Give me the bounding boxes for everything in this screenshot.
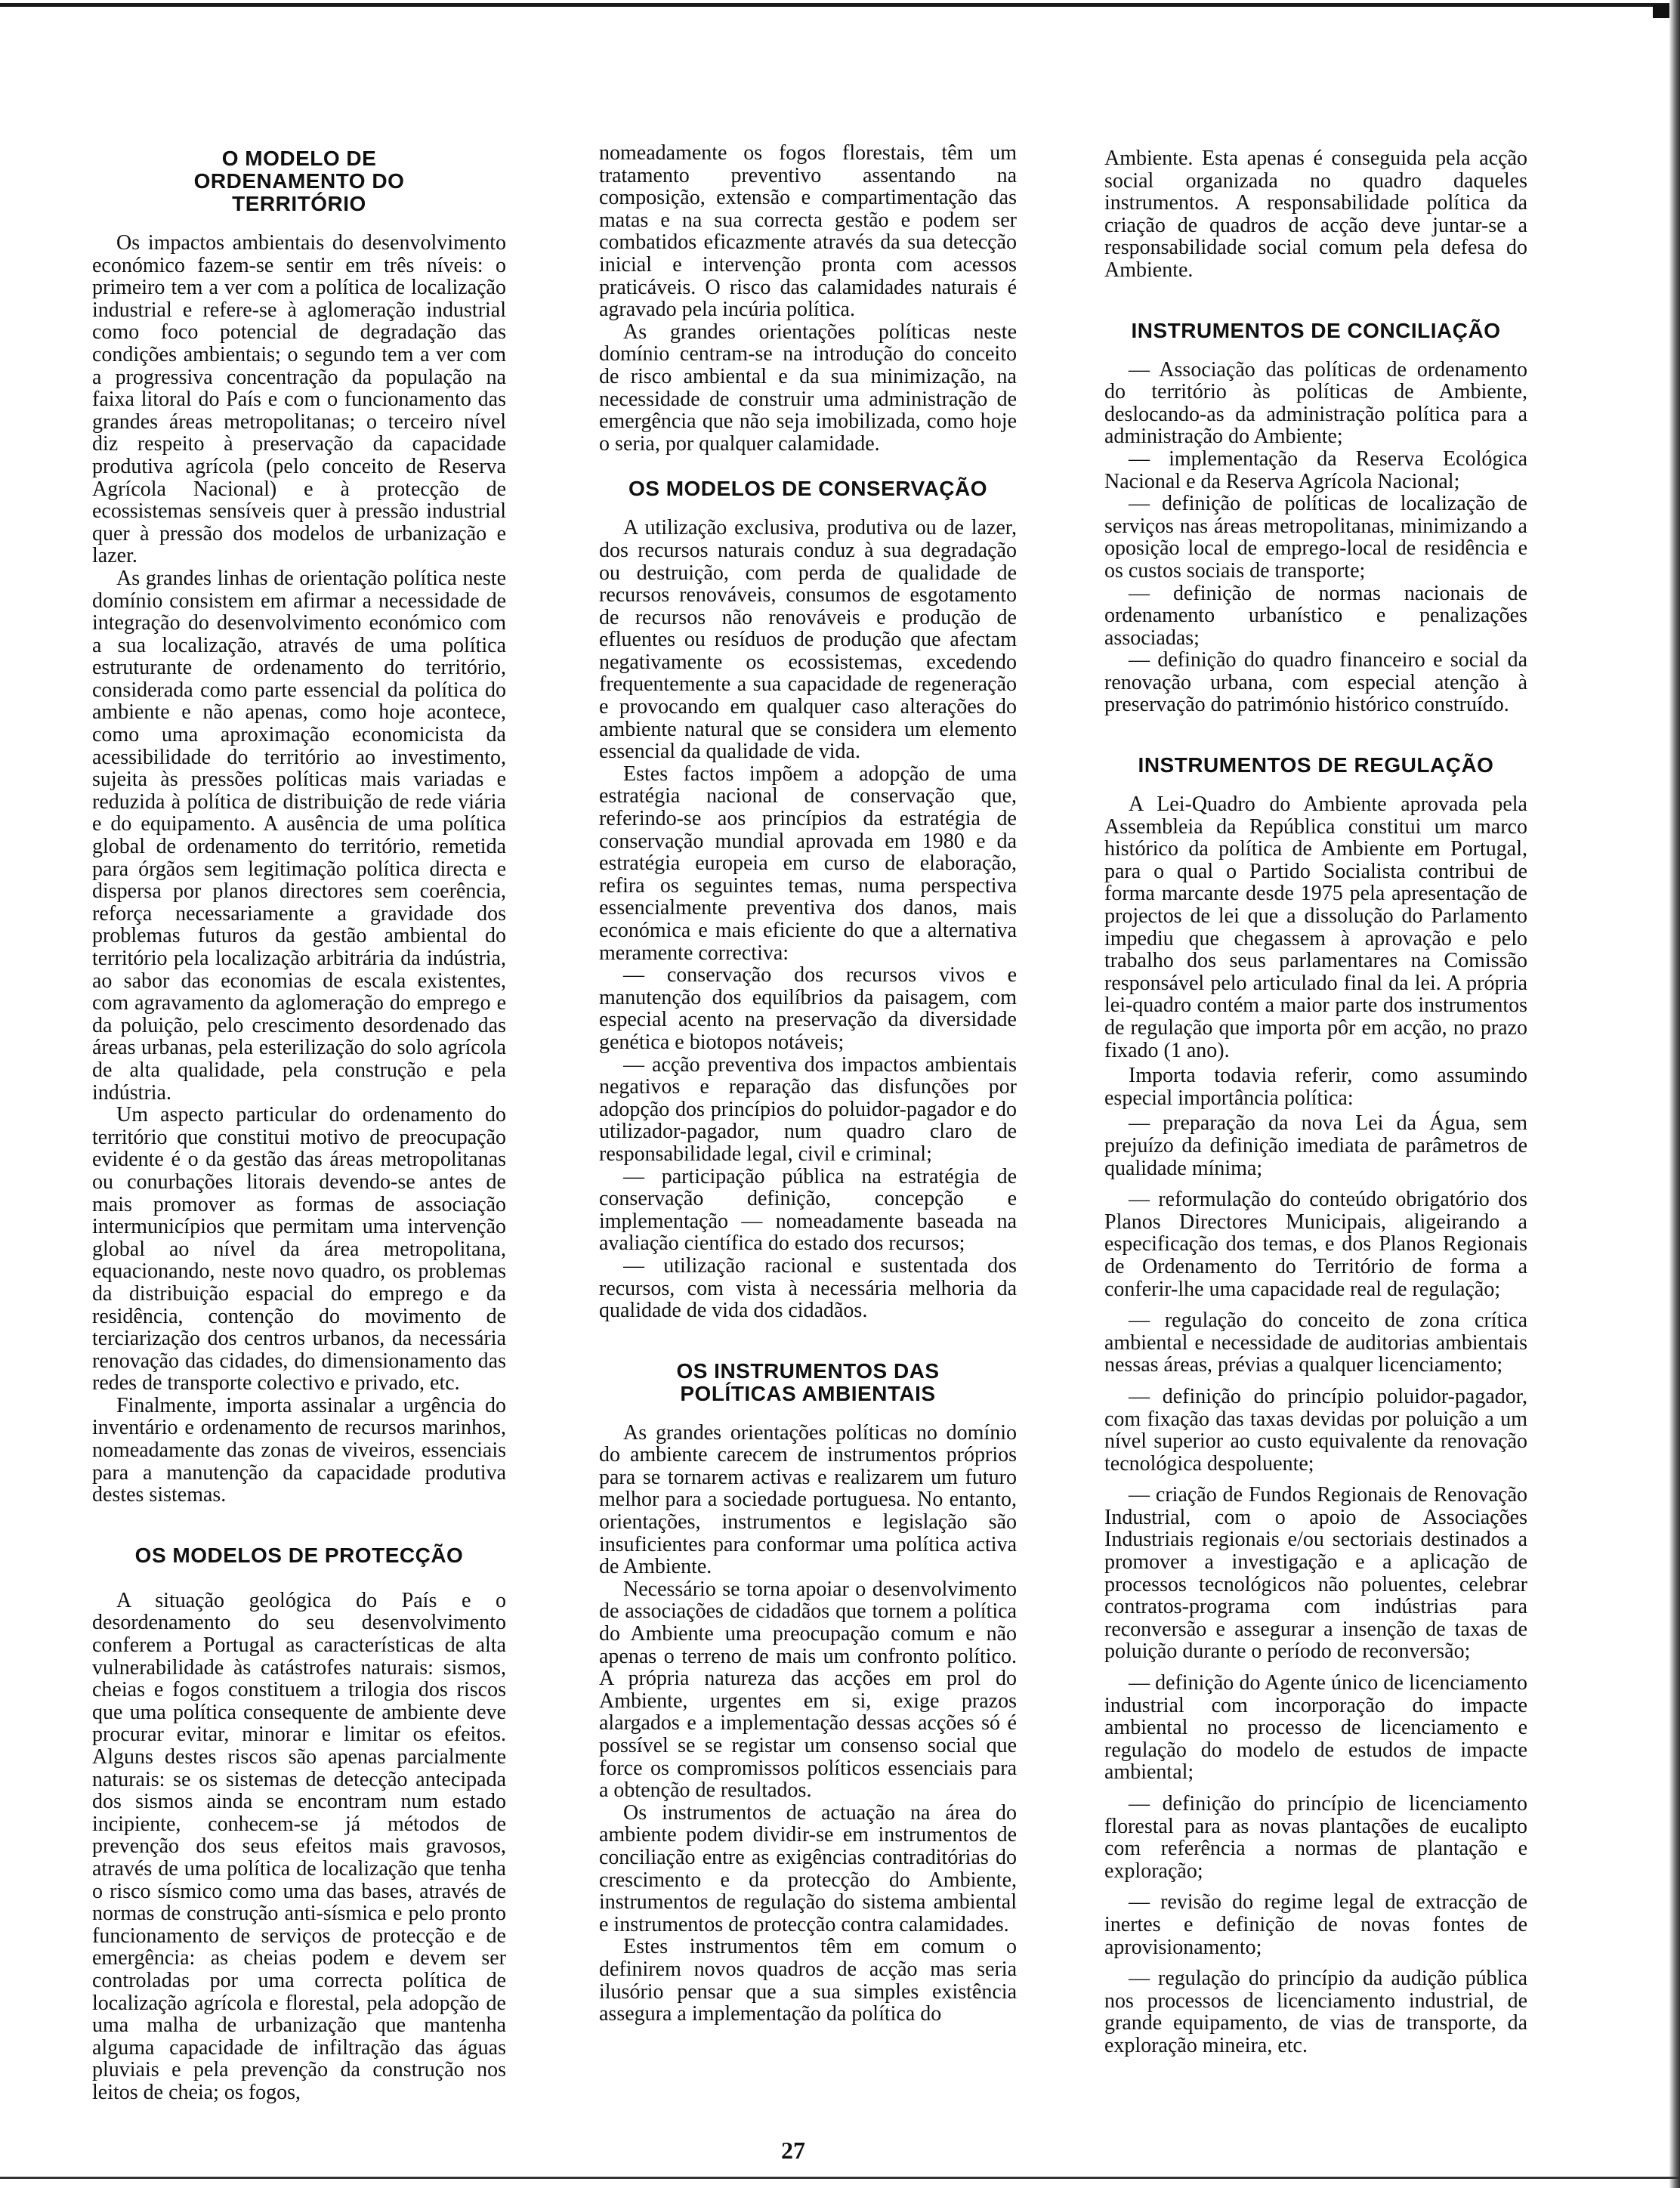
section-heading: OS MODELOS DE CONSERVAÇÃO <box>628 477 988 501</box>
paragraph: Importa todavia referir, como assumindo especial importância política: <box>1104 1064 1527 1110</box>
list-item: — preparação da nova Lei da Água, sem prejuízo da definição imediata de parâmetros de qualidade mínima; <box>1104 1111 1527 1180</box>
section-heading: INSTRUMENTOS DE CONCILIAÇÃO <box>1131 318 1501 342</box>
paragraph: As grandes orientações políticas no domínio do ambiente carecem de instrumentos próprios para se tornarem activas e realizarem um futuro melhor para a sociedade portuguesa. No entanto, orientações, instrumentos e legislação são insuficientes para conformar uma política activa de Ambiente. <box>599 1420 1017 1579</box>
list-item: — regulação do princípio da audição pública nos processos de licenciamento industrial, de grande equipamento, de vias de transporte, da exploração mineira, etc. <box>1104 1967 1527 2057</box>
paragraph: nomeadamente os fogos florestais, têm um tratamento preventivo assentando na composição, extensão e compartimentação das matas e na sua correcta gestão e podem ser combatidos eficazmente através da sua detecção inicial e intervenção pronta com acessos praticáveis. O risco das calamidades naturais é agravado pela incúria política. <box>599 141 1017 322</box>
paragraph: A utilização exclusiva, produtiva ou de lazer, dos recursos naturais conduz à sua degradação ou destruição, com perda de qualidade de recursos renováveis, consumos de esgotamento de recursos não renováveis e produção de efluentes ou resíduos de produção que afectam negativamente os ecossistemas, excedendo frequentemente a sua capacidade de regeneração e provocando em qualquer caso alterações do ambiente natural que se considera um elemento essencial da qualidade de vida. <box>599 516 1017 764</box>
column-2 <box>599 142 1017 2026</box>
paragraph: Um aspecto particular do ordenamento do território que constitui motivo de preocupação evidente é o da gestão das áreas metropolitanas ou conurbações litorais devendo-se antes de mais promover as formas de associação intermunicípios que permitam uma intervenção global ao nível da área metropolitana, equacionando, neste novo quadro, os problemas da distribuição espacial do emprego e da residência, contenção do movimento de terciarização dos centros urbanos, da necessária renovação das cidades, do dimensionamento das redes de transporte colectivo e privado, etc. <box>92 1103 506 1395</box>
list-item: — regulação do conceito de zona crítica ambiental e necessidade de auditorias ambientais nessas áreas, prévias a qualquer licenciamento; <box>1104 1309 1527 1377</box>
list-item: — definição do princípio poluidor-pagador, com fixação das taxas devidas por poluição a um nível superior ao custo equivalente da renovação tecnológica despoluente; <box>1104 1384 1527 1476</box>
list-item: — definição de normas nacionais de ordenamento urbanístico e penalizações associadas; <box>1104 581 1527 650</box>
paragraph: Estes instrumentos têm em comum o definirem novos quadros de acção mas seria ilusório pensar que a sua simples existência assegura a implementação da política do <box>599 1935 1017 2026</box>
list-item: — definição do quadro financeiro e social da renovação urbana, com especial atenção à preservação do património histórico construído. <box>1104 648 1527 717</box>
list-item: — utilização racional e sustentada dos recursos, com vista à necessária melhoria da qualidade de vida dos cidadãos. <box>599 1253 1017 1323</box>
column-1 <box>92 147 506 2104</box>
paragraph: Ambiente. Esta apenas é conseguida pela acção social organizada no quadro daqueles instrumentos. A responsabilidade política da criação de quadros de acção deve juntar-se a responsabilidade social comum pela defesa do Ambiente. <box>1104 147 1527 282</box>
section-heading: OS MODELOS DE PROTECÇÃO <box>134 1543 464 1567</box>
list-item: — acção preventiva dos impactos ambientais negativos e reparação das disfunções por adopção dos princípios do poluidor-pagador e do utilizador-pagador, num quadro claro de responsabilidade legal, civil e criminal; <box>599 1052 1017 1166</box>
paragraph: A Lei-Quadro do Ambiente aprovada pela Assembleia da República constitui um marco histórico da política de Ambiente em Portugal, para o qual o Partido Socialista contribui de forma marcante desde 1975 pela apresentação de projectos de lei que a dissolução do Parlamento impediu que chegassem à aprovação e pelo trabalho dos seus parlamentares na Comissão responsável pelo articulado final da lei. A própria lei-quadro contém a maior parte dos instrumentos de regulação que importa pôr em acção, no prazo fixado (1 ano). <box>1104 793 1527 1062</box>
page-number: 27 <box>781 2137 805 2164</box>
list-item: — definição de políticas de localização de serviços nas áreas metropolitanas, minimizando a oposição local de emprego-local de residência e os custos sociais de transporte; <box>1104 492 1527 583</box>
paragraph: Estes factos impõem a adopção de uma estratégia nacional de conservação que, referindo-se aos princípios da estratégia de conservação mundial aprovada em 1980 e da estratégia europeia em curso de elaboração, refira os seguintes temas, numa perspectiva essencialmente preventiva dos danos, mais económica e mais eficiente do que a alternativa meramente correctiva: <box>599 762 1017 965</box>
column-3 <box>1104 147 1527 2057</box>
page-bottom-edge <box>0 2177 1680 2179</box>
list-item: — conservação dos recursos vivos e manutenção dos equilíbrios da paisagem, com especial acento na preservação da diversidade genética e biotopos notáveis; <box>599 963 1017 1054</box>
paragraph: As grandes linhas de orientação política neste domínio consistem em afirmar a necessidade de integração do desenvolvimento económico com a sua localização, através de uma política estruturante de ordenamento do território, considerada como parte essencial da política do ambiente e não apenas, como hoje acontece, como uma aproximação economicista da acessibilidade do território ao investimento, sujeita às pressões políticas mais variadas e reduzida à política de distribuição de rede viária e do equipamento. A ausência de uma política global de ordenamento do território, remetida para órgãos sem legitimação política directa e dispersa por planos directores sem coerência, reforça necessariamente a gravidade dos problemas futuros da gestão ambiental do território pela localização arbitrária da indústria, ao sabor das economias de escala existentes, com agravamento da aglomeração do emprego e da poluição, pelo crescimento desordenado das áreas urbanas, pela esterilização do solo agrícola de alta qualidade, pela construção e pela indústria. <box>92 566 506 1105</box>
section-heading: INSTRUMENTOS DE REGULAÇÃO <box>1138 753 1494 777</box>
paragraph: Os instrumentos de actuação na área do ambiente podem dividir-se em instrumentos de conciliação entre as exigências contraditórias do crescimento e da protecção do Ambiente, instrumentos de regulação do sistema ambiental e instrumentos de protecção contra calamidades. <box>599 1800 1017 1936</box>
page-top-edge <box>0 3 1680 7</box>
list-item: — revisão do regime legal de extracção de inertes e definição de novas fontes de aprovisionamento; <box>1104 1890 1527 1959</box>
page-right-edge <box>1669 0 1680 2188</box>
paragraph: A situação geológica do País e o desordenamento do seu desenvolvimento conferem a Portugal as características de alta vulnerabilidade às catástrofes naturais: sismos, cheias e fogos constituem a trilogia dos riscos que uma política consequente de ambiente deve procurar evitar, minorar e limitar os efeitos. Alguns destes riscos são apenas parcialmente naturais: se os sistemas de detecção antecipada dos sismos ainda se encontram num estado incipiente, conhecem-se já métodos de prevenção dos seus efeitos mais gravosos, através de uma política de localização que tenha o risco sísmico como uma das bases, através de normas de construção anti-sísmica e pelo pronto funcionamento de serviços de protecção e de emergência: as cheias podem e devem ser controladas por uma correcta política de localização agrícola e florestal, pela adopção de uma malha de urbanização que mantenha alguma capacidade de infiltração das águas pluviais e pela prevenção da construção nos leitos de cheia; os fogos, <box>92 1588 506 2104</box>
paragraph: Finalmente, importa assinalar a urgência do inventário e ordenamento de recursos marinhos, nomeadamente das zonas de viveiros, essenciais para a manutenção da capacidade produtiva destes sistemas. <box>92 1393 506 1507</box>
list-item: — criação de Fundos Regionais de Renovação Industrial, com o apoio de Associações Industriais regionais e/ou sectoriais destinados a promover a investigação e a aplicação de processos tecnológicos não poluentes, celebrar contratos-programa com indústrias para reconversão e assegurar a insenção de taxas de poluição durante o período de reconversão; <box>1104 1483 1527 1664</box>
list-item: — definição do princípio de licenciamento florestal para as novas plantações de eucalipto com referência a normas de plantação e exploração; <box>1104 1792 1527 1883</box>
section-heading: OS INSTRUMENTOS DAS POLÍTICAS AMBIENTAIS <box>676 1358 940 1405</box>
list-item: — participação pública na estratégia de conservação definição, concepção e implementação — nomeadamente baseada na avaliação científica do estado dos recursos; <box>599 1164 1017 1256</box>
list-item: — definição do Agente único de licenciamento industrial com incorporação do impacte ambiental no processo de licenciamento e regulação do modelo de estudos de impacte ambiental; <box>1104 1671 1527 1785</box>
paragraph: Necessário se torna apoiar o desenvolvimento de associações de cidadãos que tornem a política do Ambiente uma preocupação comum e não apenas o terreno de mais um confronto político. A própria natureza das acções em prol do Ambiente, urgentes em si, exige prazos alargados e a implementação dessas acções só é possível se se registar um consenso social que force os compromissos políticos essenciais para a obtenção de resultados. <box>599 1577 1017 1803</box>
section-heading: O MODELO DE ORDENAMENTO DO TERRITÓRIO <box>193 147 405 215</box>
paragraph: Os impactos ambientais do desenvolvimento económico fazem-se sentir em três níveis: o primeiro tem a ver com a política de localização industrial e refere-se à aglomeração industrial como foco potencial de degradação das condições ambientais; o segundo tem a ver com a progressiva concentração da população na faixa litoral do País e com o funcionamento das grandes áreas metropolitanas; o terceiro nível diz respeito à preservação da capacidade produtiva agrícola (pelo conceito de Reserva Agrícola Nacional) e à protecção de ecossistemas sensíveis quer à pressão industrial quer à pressão dos modelos de urbanização e lazer. <box>92 231 506 568</box>
list-item: — Associação das políticas de ordenamento do território às políticas de Ambiente, deslocando-as da administração política para a administração do Ambiente; <box>1104 357 1527 449</box>
paragraph: As grandes orientações políticas neste domínio centram-se na introdução do conceito de risco ambiental e da sua minimização, na necessidade de construir uma administração de emergência que não seja imobilizada, como hoje o seria, por qualquer calamidade. <box>599 320 1017 456</box>
list-item: — reformulação do conteúdo obrigatório dos Planos Directores Municipais, aligeirando a especificação dos temas, e dos Planos Regionais de Ordenamento do Território de forma a conferir-lhe uma capacidade real de regulação; <box>1104 1188 1527 1301</box>
list-item: — implementação da Reserva Ecológica Nacional e da Reserva Agrícola Nacional; <box>1104 447 1527 493</box>
